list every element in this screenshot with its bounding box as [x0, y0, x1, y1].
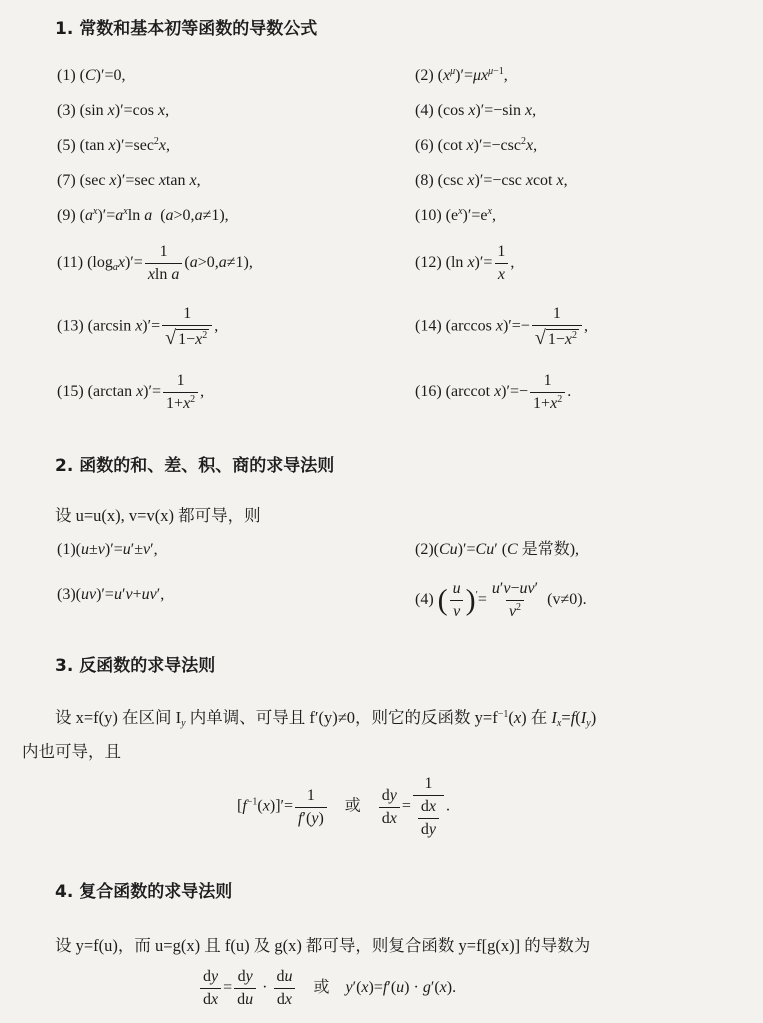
section-1-title: 1. 常数和基本初等函数的导数公式: [55, 19, 318, 39]
formula-12: (12) (ln x)′= $\frac{1}{x}$ ,: [415, 243, 515, 283]
formula-6: (6) (cot $x)'=-\csc^2x$,: [415, 136, 538, 154]
formula-13-label: (13): [57, 317, 84, 335]
formula-14-label: (14): [415, 317, 442, 335]
formula-2: (2) $(x^\mu)'=\mu x^{\mu-1}$,: [415, 66, 508, 84]
formula-4-label: (4): [415, 102, 434, 119]
section-3-para-1: 设 x=f(y) 在区间 $I_y$ 内单调、可导且 f′(y)≠0，则它的反函数 $y=f^{-1}(x)$ 在 $I_x=f(I_y)$: [55, 708, 597, 729]
formula-11-label: (11): [57, 254, 84, 272]
rule-3-label: (3): [57, 586, 76, 603]
fraction: $\frac{du}{dx}$: [273, 968, 295, 1009]
rule-1-label: (1): [57, 541, 76, 558]
formula-12-label: (12): [415, 254, 442, 272]
formula-14: (14) (arccos x)′=− 1 √ $1-x^2$ ,: [415, 305, 588, 349]
fraction: $\frac{u'v-uv'}{v^2}$: [491, 580, 539, 620]
rule-4-condition: (v≠0).: [547, 591, 587, 609]
formula-13: (13) (arcsin x)′= 1 √ $1-x^2$ ,: [57, 305, 219, 349]
or-label: 或: [313, 979, 330, 997]
formula-3: (3) (sin x)′=cos x,: [57, 102, 170, 119]
inverse-formula: $[f^{-1}(x)]'=$ $\frac{1}{f'(y)}$ 或 $\frac{dy}{dx}$ = 1 $\frac{dx}{dy}$ .: [237, 775, 451, 838]
formula-15-label: (15): [57, 383, 84, 401]
formula-1-label: (1): [57, 67, 76, 84]
formula-3-label: (3): [57, 102, 76, 119]
formula-2-label: (2): [415, 67, 434, 84]
formula-16: (16) (arccot x)′=− $\frac{1}{1+x^2}$ .: [415, 372, 572, 412]
formula-11: (11) $(\log_ax)'=$ $\frac{1}{\text{xln a}}$ (a>0,a≠1),: [57, 243, 253, 283]
formula-16-label: (16): [415, 383, 442, 401]
rule-1: (1)(u±v)′=u′±v′,: [57, 541, 158, 558]
chain-rule-formula: $\frac{dy}{dx}$ = $\frac{dy}{du}$ · $\frac{du}{dx}$ 或 y′(x)=f′(u) · g′(x).: [198, 968, 456, 1009]
section-3-para-2: 内也可导，且: [22, 742, 121, 761]
formula-8-label: (8): [415, 172, 434, 189]
fraction: $\frac{1}{1+x^2}$: [530, 372, 565, 413]
fraction: 1 $\frac{dx}{dy}$: [413, 775, 444, 839]
fraction: $\frac{1}{\text{xln a}}$: [145, 243, 183, 284]
formula-8: (8) (csc x)′=−csc xcot x,: [415, 172, 568, 189]
fraction: $\frac{dy}{dx}$: [200, 968, 221, 1009]
or-label: 或: [344, 797, 361, 815]
formula-1: (1) (C)′=0,: [57, 67, 126, 84]
rule-4-label: (4): [415, 591, 434, 609]
section-3-para-1-text: 设 x=f(y) 在区间 I: [55, 708, 182, 727]
fraction: 1 √ $1-x^2$: [532, 305, 582, 349]
formula-15: (15) (arctan x)′= $\frac{1}{1+x^2}$ ,: [57, 372, 205, 412]
rule-2-label: (2): [415, 541, 434, 558]
section-3-para-1-text-b: 内单调、可导且 f′(y)≠0，则它的反函数 y=f: [185, 708, 498, 727]
section-2-intro: 设 u=u(x), v=v(x) 都可导，则: [55, 506, 261, 525]
fraction: $\frac{1}{f'(y)}$: [295, 787, 327, 828]
rule-3: (3)(uv)′=u′v+uv′,: [57, 586, 165, 603]
fraction: $\frac{dy}{dx}$: [379, 787, 400, 828]
section-4-title: 4. 复合函数的求导法则: [55, 882, 233, 902]
formula-9: (9) $(a^x)'=a^x\ln$ a (a>0,a≠1),: [57, 206, 229, 224]
fraction: $\frac{u}{v}$: [450, 580, 464, 621]
rule-4: (4) ( $\frac{u}{v}$ )′= $\frac{u'v-uv'}{v^2}$ (v≠0).: [415, 580, 587, 620]
formula-10: (10) $(e^x)'=e^x$,: [415, 206, 496, 224]
formula-5-label: (5): [57, 137, 76, 154]
fraction: $\frac{dx}{dy}$: [418, 798, 439, 839]
formula-6-label: (6): [415, 137, 434, 154]
formula-4: (4) (cos x)′=−sin x,: [415, 102, 537, 119]
formula-7: (7) (sec x)′=sec xtan x,: [57, 172, 201, 189]
fraction: $\frac{1}{1+x^2}$: [163, 372, 198, 413]
formula-10-label: (10): [415, 207, 442, 224]
fraction: 1 √ $1-x^2$: [162, 305, 212, 349]
section-2-title: 2. 函数的和、差、积、商的求导法则: [55, 456, 335, 476]
section-3-title: 3. 反函数的求导法则: [55, 656, 216, 676]
formula-5: (5) (tan $x)'=\sec^2x$,: [57, 136, 171, 154]
fraction: $\frac{1}{x}$: [494, 243, 508, 284]
fraction: $\frac{dy}{du}$: [234, 968, 256, 1009]
formula-9-label: (9): [57, 207, 76, 224]
rule-2: (2)(Cu)′=Cu′ (C 是常数),: [415, 541, 580, 558]
section-4-para-1: 设 y=f(u)，而 u=g(x) 且 f(u) 及 g(x) 都可导，则复合函数 y=f[g(x)] 的导数为: [55, 936, 591, 955]
formula-7-label: (7): [57, 172, 76, 189]
